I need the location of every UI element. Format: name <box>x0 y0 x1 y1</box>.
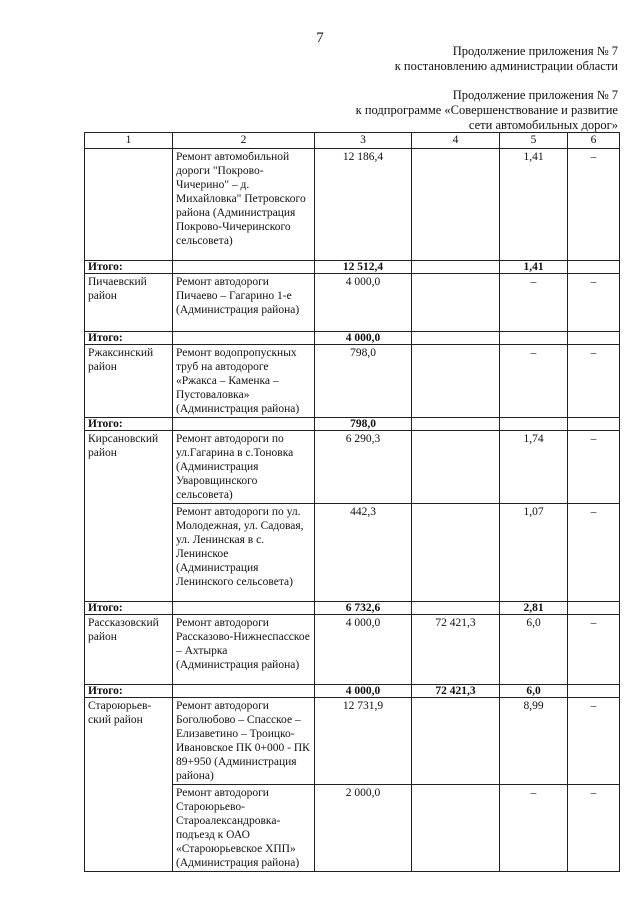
dash-cell: – <box>568 785 620 872</box>
total-length: 1,41 <box>500 261 568 274</box>
project-description: Ремонт водопропускных труб на автодороге «Ржакса – Каменка – Пустоваловка» (Администрация района) <box>173 345 315 418</box>
total-label: Итого: <box>85 261 173 274</box>
table-row <box>85 345 620 418</box>
total-length: 2,81 <box>500 602 568 615</box>
table-row <box>85 431 620 504</box>
dash-cell: – <box>568 504 620 602</box>
length-cell: 1,07 <box>500 504 568 602</box>
total-label: Итого: <box>85 602 173 615</box>
table-row <box>85 698 620 785</box>
district-cell: Пичаевский район <box>85 274 173 332</box>
project-description: Ремонт автодороги по ул.Гагарина в с.Тоновка (Администрация Уваровщинского сельсовета) <box>173 431 315 504</box>
subprogram-header-line2: к подпрограмме «Совершенствование и развитие <box>355 103 618 117</box>
total-amount: 12 512,4 <box>315 261 412 274</box>
total-row <box>85 418 620 431</box>
dash-cell: – <box>568 615 620 685</box>
amount-cell: 798,0 <box>315 345 412 418</box>
column-header: 5 <box>500 133 568 149</box>
district-cell <box>85 149 173 261</box>
length-cell: 1,74 <box>500 431 568 504</box>
length-cell: 1,41 <box>500 149 568 261</box>
dash-cell: – <box>500 274 568 332</box>
column-header: 3 <box>315 133 412 149</box>
table-row <box>85 274 620 332</box>
district-cell: Староюрьев-ский район <box>85 698 173 872</box>
total-label: Итого: <box>85 332 173 345</box>
total-amount: 6 732,6 <box>315 602 412 615</box>
extra-amount-cell <box>412 149 500 261</box>
appendix-header-line1: Продолжение приложения № 7 <box>452 44 618 58</box>
table-row <box>85 615 620 685</box>
total-extra-amount: 72 421,3 <box>412 685 500 698</box>
column-header: 4 <box>412 133 500 149</box>
project-description: Ремонт автодороги Рассказово-Нижнеспасское – Ахтырка (Администрация района) <box>173 615 315 685</box>
amount-cell: 442,3 <box>315 504 412 602</box>
district-cell: Ржаксинский район <box>85 345 173 418</box>
dash-cell: – <box>500 785 568 872</box>
appendix-header <box>395 44 618 74</box>
total-row <box>85 261 620 274</box>
amount-cell: 2 000,0 <box>315 785 412 872</box>
extra-amount-cell: 72 421,3 <box>412 615 500 685</box>
total-label: Итого: <box>85 418 173 431</box>
project-description: Ремонт автомобильной дороги "Покрово-Чичерино" – д. Михайловка" Петровского района (Администрация Покрово-Чичеринского сельсовета) <box>173 149 315 261</box>
length-cell: 8,99 <box>500 698 568 785</box>
dash-cell: – <box>568 698 620 785</box>
total-row <box>85 602 620 615</box>
total-row <box>85 685 620 698</box>
table-row <box>85 149 620 261</box>
page-number: 7 <box>316 30 324 46</box>
total-row <box>85 332 620 345</box>
dash-cell: – <box>568 149 620 261</box>
total-amount: 4 000,0 <box>315 685 412 698</box>
amount-cell: 12 731,9 <box>315 698 412 785</box>
table-header-row <box>85 133 620 149</box>
subprogram-header-line1: Продолжение приложения № 7 <box>452 88 618 102</box>
dash-cell: – <box>500 345 568 418</box>
subprogram-header <box>356 88 618 133</box>
total-length: 6,0 <box>500 685 568 698</box>
project-description: Ремонт автодороги Боголюбово – Спасское – Елизаветино – Троицко-Ивановское ПК 0+000 - ПК 89+950 (Администрация района) <box>173 698 315 785</box>
dash-cell: – <box>568 274 620 332</box>
appendix-header-line2: к постановлению администрации области <box>394 59 618 73</box>
amount-cell: 4 000,0 <box>315 615 412 685</box>
funding-table <box>84 132 620 872</box>
amount-cell: 6 290,3 <box>315 431 412 504</box>
dash-cell: – <box>568 345 620 418</box>
project-description: Ремонт автодороги Староюрьево-Староалександровка-подъезд к ОАО «Староюрьевское ХПП» (Администрация района) <box>173 785 315 872</box>
column-header: 2 <box>173 133 315 149</box>
total-label: Итого: <box>85 685 173 698</box>
column-header: 1 <box>85 133 173 149</box>
project-description: Ремонт автодороги по ул. Молодежная, ул. Садовая, ул. Ленинская в с. Ленинское (Администрация Ленинского сельсовета) <box>173 504 315 602</box>
total-amount: 798,0 <box>315 418 412 431</box>
district-cell: Кирсановский район <box>85 431 173 602</box>
total-amount: 4 000,0 <box>315 332 412 345</box>
project-description: Ремонт автодороги Пичаево – Гагарино 1-е (Администрация района) <box>173 274 315 332</box>
amount-cell: 12 186,4 <box>315 149 412 261</box>
subprogram-header-line3: сети автомобильных дорог» <box>468 118 618 132</box>
district-cell: Рассказовский район <box>85 615 173 685</box>
length-cell: 6,0 <box>500 615 568 685</box>
column-header: 6 <box>568 133 620 149</box>
dash-cell: – <box>568 431 620 504</box>
amount-cell: 4 000,0 <box>315 274 412 332</box>
